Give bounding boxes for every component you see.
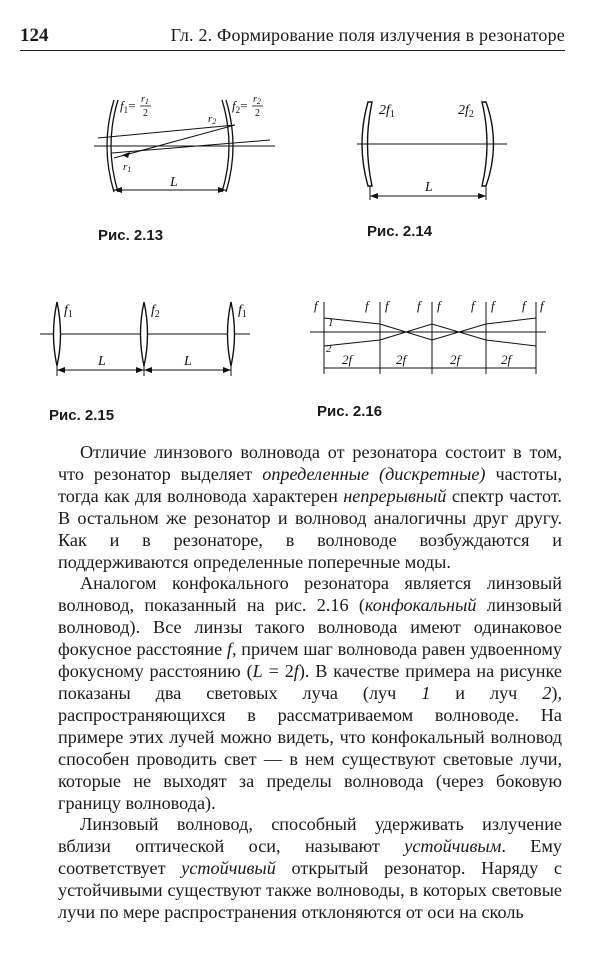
fig-2-13-dim-arrow-right	[218, 187, 226, 193]
italic-run: устойчивым	[404, 836, 502, 857]
figure-2-15	[40, 296, 255, 381]
fig-2-15-label-f1: $f_1$	[64, 303, 73, 320]
fig-2-14-label-2f1: $2f_1$	[379, 103, 395, 120]
fig-2-16-f-label: f	[314, 298, 318, 313]
text-run: ), распространяющихся в рассматриваемом волноводе. На примере этих лучей можно видеть, что конфокальный волновод способен проводить свет — в нем существуют световые лучи, которые не выходят за пределы волновода (через боковую границу волновода).	[58, 682, 562, 813]
body-text	[58, 442, 562, 924]
italic-run: устойчивый	[181, 858, 276, 879]
paragraph-3	[58, 814, 562, 924]
italic-run: конфокальный	[364, 595, 477, 616]
italic-run: f	[226, 639, 232, 660]
text-run: ). В качестве примера на рисунке показаны два световых луча (луч	[58, 661, 562, 703]
caption-fig-2-15: Рис. 2.15	[49, 407, 115, 424]
fig-2-15-label-L1: L	[98, 354, 106, 369]
fig-2-16-f-label: f	[491, 298, 495, 313]
page-header	[20, 25, 565, 47]
fig-2-16-focal-labels	[314, 298, 546, 313]
fig-2-16-f-label: f	[540, 298, 544, 313]
text-run: = 2	[262, 661, 294, 682]
fig-2-13-label-f1-den: 2	[143, 108, 148, 119]
text-run: Аналогом конфокального резонатора является линзовый волновод, показанный на рис. 2.16 (	[58, 573, 562, 616]
fig-2-14-label-2f2: $2f_2$	[458, 103, 474, 120]
fig-2-13-label-r2-num: $r_2$	[253, 94, 261, 106]
fig-2-13-label-f2: $f_2=$	[232, 98, 248, 115]
fig-2-13-label-r1: r1	[123, 161, 132, 174]
paragraph-1	[58, 442, 562, 573]
figure-2-16	[310, 296, 550, 386]
text-run: открытый резонатор. Наряду с устойчивыми существуют также волноводы, в которых световые лучи по мере распространения отклоняются от оси на сколь	[58, 858, 562, 923]
fig-2-16-spacing-label: 2f	[450, 352, 461, 367]
text-run: частоты, тогда как для волновода характерен	[58, 463, 563, 506]
page-number: 124	[20, 25, 49, 46]
fig-2-15-lens-3	[228, 302, 235, 366]
caption-fig-2-14: Рис. 2.14	[367, 223, 433, 240]
fig-2-14-dim-arrow-left	[370, 193, 378, 199]
fig-2-16-spacing-label: 2f	[396, 352, 407, 367]
italic-run: 2	[542, 682, 552, 703]
fig-2-15-arrow-a	[57, 367, 65, 373]
fig-2-14-label-L: L	[425, 180, 433, 195]
fig-2-16-f-label: f	[365, 298, 369, 313]
text-run: линзовый волновод). Все линзы такого волновода имеют одинаковое фокусное расстояние	[58, 595, 562, 660]
fig-2-14-dim-arrow-right	[478, 193, 486, 199]
fig-2-15-label-f2: $f_2$	[151, 303, 160, 320]
text-run: Отличие линзового волновода от резонатора состоит в том, что резонатор выделяет	[58, 442, 562, 484]
fig-2-15-label-f3: $f_1$	[238, 303, 247, 320]
fig-2-16-ray-2	[324, 324, 536, 346]
fig-2-13-label-r1-num: $r_1$	[141, 94, 149, 106]
fig-2-15-arrow-d	[223, 367, 231, 373]
fig-2-13-dim-arrow-left	[114, 187, 122, 193]
fig-2-16-spacing-label: 2f	[501, 352, 512, 367]
fig-2-16-ray-label-2: 2	[326, 343, 332, 355]
fig-2-16-ray-label-1: 1	[328, 317, 334, 329]
caption-fig-2-13: Рис. 2.13	[98, 227, 164, 244]
fig-2-16-ray-1	[324, 318, 536, 340]
text-run: , причем шаг волновода равен удвоенному фокусному расстоянию (	[58, 639, 562, 682]
text-run: Линзовый волновод, способный удерживать излучение вблизи оптической оси, называют	[58, 814, 562, 857]
header-rule	[20, 50, 565, 51]
italic-run: непрерывный	[343, 485, 447, 506]
italic-run: L	[252, 661, 263, 682]
fig-2-16-f-label: f	[385, 298, 389, 313]
caption-fig-2-16: Рис. 2.16	[317, 403, 383, 420]
fig-2-16-f-label: f	[437, 298, 441, 313]
fig-2-16-f-label: f	[522, 298, 526, 313]
fig-2-13-label-f1: $f_1=$	[120, 98, 136, 115]
fig-2-16-f-label: f	[417, 298, 421, 313]
figure-2-14	[355, 94, 520, 214]
fig-2-16-spacing-label: 2f	[342, 352, 353, 367]
fig-2-15-arrow-b	[136, 367, 144, 373]
italic-run: 1	[421, 682, 431, 703]
fig-2-16-f-label: f	[471, 298, 475, 313]
text-run: . Ему соответствует	[58, 836, 562, 879]
fig-2-15-arrow-c	[144, 367, 152, 373]
italic-run: определенные (дискретные)	[262, 463, 486, 484]
paragraph-2	[58, 573, 562, 814]
italic-run: f	[293, 661, 299, 682]
fig-2-15-lens-2	[141, 302, 148, 366]
text-run: и луч	[430, 682, 543, 703]
fig-2-13-label-f2-den: 2	[255, 108, 260, 119]
fig-2-15-label-L2: L	[184, 354, 192, 369]
running-head: Гл. 2. Формирование поля излучения в резонаторе	[170, 25, 565, 45]
figure-2-13	[90, 88, 300, 218]
fig-2-13-label-r2: r2	[208, 113, 217, 126]
fig-2-13-ray-r2	[98, 125, 235, 138]
text-run: спектр частот. В остальном же резонатор и волновод аналогичны друг другу. Как и в резонаторе, в волноводе возбуждаются и поддерживаются определенные поперечные моды.	[58, 485, 562, 572]
fig-2-13-arrow	[122, 152, 130, 158]
fig-2-13-ray-back	[114, 125, 235, 158]
fig-2-15-lens-1	[54, 302, 61, 366]
fig-2-13-label-L: L	[170, 175, 178, 190]
